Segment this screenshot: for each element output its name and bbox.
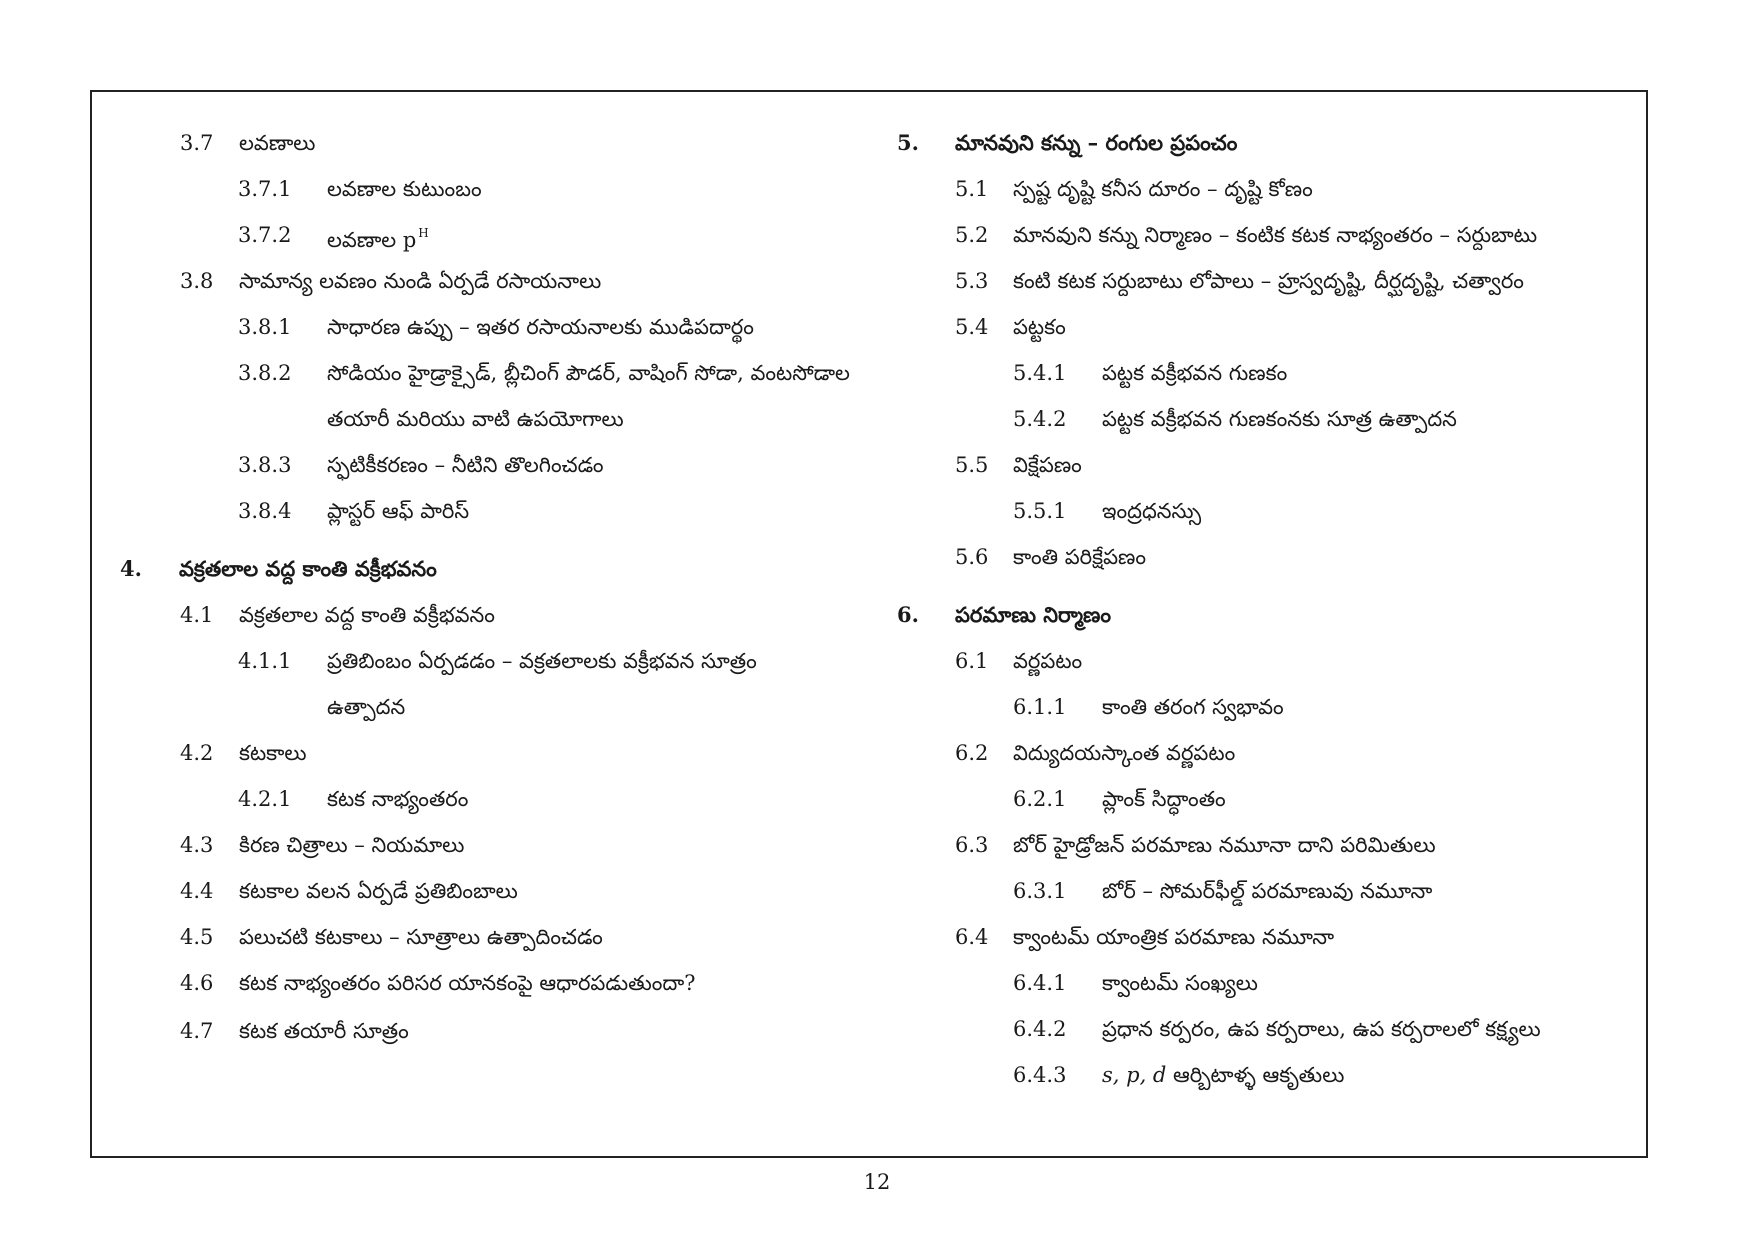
entry-number: 6.1 — [955, 649, 989, 673]
entry-number: 4.1 — [180, 603, 214, 627]
entry-number: 5.1 — [955, 177, 989, 201]
entry-title: స్పష్ట దృష్టి కనీస దూరం – దృష్టి కోణం — [1013, 177, 1313, 201]
entry-title: విద్యుదయస్కాంత వర్ణపటం — [1013, 741, 1236, 765]
entry-title: వక్రతలాల వద్ద కాంతి వక్రీభవనం — [239, 603, 495, 627]
chapter-number: 4. — [120, 556, 142, 581]
entry-title: ఇంద్రధనస్సు — [1102, 499, 1202, 523]
entry-title: బోర్ – సోమర్‌ఫీల్డ్ పరమాణువు నమూనా — [1102, 879, 1433, 903]
entry-number: 6.2.1 — [1013, 787, 1067, 811]
entry-number: 4.5 — [180, 925, 214, 949]
entry-title: కటక నాభ్యంతరం — [327, 787, 469, 811]
chapter-number: 6. — [897, 602, 919, 627]
entry-number: 5.6 — [955, 545, 989, 569]
orbital-letters: s, p, d — [1102, 1063, 1167, 1087]
entry-number: 5.3 — [955, 269, 989, 293]
entry-title: ప్రతిబింబం ఏర్పడడం – వక్రతలాలకు వక్రీభవన సూత్రం — [327, 649, 757, 673]
entry-number: 6.3 — [955, 833, 989, 857]
entry-number: 3.8.1 — [238, 315, 292, 339]
entry-title: పట్టక వక్రీభవన గుణకంనకు సూత్ర ఉత్పాదన — [1102, 407, 1457, 431]
entry-number: 6.4 — [955, 925, 989, 949]
entry-number: 5.4.2 — [1013, 407, 1067, 431]
entry-number: 3.8.2 — [238, 361, 292, 385]
chapter-title: వక్రతలాల వద్ద కాంతి వక్రీభవనం — [179, 556, 437, 581]
entry-title: సాధారణ ఉప్పు – ఇతర రసాయనాలకు ముడిపదార్థం — [327, 315, 754, 339]
entry-number: 3.7.1 — [238, 177, 292, 201]
entry-number: 4.6 — [180, 971, 214, 995]
entry-title: క్వాంటమ్ సంఖ్యలు — [1102, 971, 1258, 995]
entry-title: బోర్ హైడ్రోజన్ పరమాణు నమూనా దాని పరిమితులు — [1013, 833, 1436, 857]
entry-title: కటక తయారీ సూత్రం — [239, 1019, 409, 1043]
entry-number: 5.4.1 — [1013, 361, 1067, 385]
entry-title: లవణాల p — [327, 228, 417, 252]
entry-number: 3.7.2 — [238, 223, 292, 247]
entry-title: ప్లాంక్ సిద్ధాంతం — [1102, 787, 1226, 811]
entry-title: కాంతి పరిక్షేపణం — [1013, 545, 1146, 569]
entry-title: కిరణ చిత్రాలు – నియమాలు — [239, 833, 465, 857]
entry-title-continued: తయారీ మరియు వాటి ఉపయోగాలు — [327, 407, 624, 431]
entry-title: క్వాంటమ్ యాంత్రిక పరమాణు నమూనా — [1013, 925, 1335, 949]
entry-number: 5.5 — [955, 453, 989, 477]
entry-number: 6.1.1 — [1013, 695, 1067, 719]
entry-title: కటకాల వలన ఏర్పడే ప్రతిబింబాలు — [239, 879, 518, 903]
entry-number: 6.4.2 — [1013, 1017, 1067, 1041]
entry-number: 4.3 — [180, 833, 214, 857]
entry-title: సామాన్య లవణం నుండి ఏర్పడే రసాయనాలు — [239, 269, 602, 293]
entry-title: కాంతి తరంగ స్వభావం — [1102, 695, 1284, 719]
entry-title: ఆర్బిటాళ్ళ ఆకృతులు — [1166, 1063, 1345, 1087]
chapter-title: పరమాణు నిర్మాణం — [955, 602, 1112, 627]
entry-number: 4.2 — [180, 741, 214, 765]
entry-title: కంటి కటక సర్దుబాటు లోపాలు – హ్రస్వదృష్టి, దీర్ఘదృష్టి, చత్వారం — [1013, 269, 1524, 293]
entry-number: 3.7 — [180, 131, 214, 155]
entry-number: 3.8.4 — [238, 499, 292, 523]
entry-title: ప్లాస్టర్ ఆఫ్ పారిస్ — [327, 499, 470, 523]
entry-title: పట్టక వక్రీభవన గుణకం — [1102, 361, 1288, 385]
entry-title: విక్షేపణం — [1013, 453, 1082, 477]
page-number: 12 — [863, 1170, 891, 1194]
entry-number: 4.2.1 — [238, 787, 292, 811]
entry-title: పలుచటి కటకాలు – సూత్రాలు ఉత్పాదించడం — [239, 925, 603, 949]
entry-number: 5.2 — [955, 223, 989, 247]
entry-title: ప్రధాన కర్పరం, ఉప కర్పరాలు, ఉప కర్పరాలలో కక్ష్యలు — [1102, 1017, 1541, 1041]
entry-title: స్ఫటికీకరణం – నీటిని తొలగించడం — [327, 453, 604, 477]
entry-title-continued: ఉత్పాదన — [327, 695, 406, 719]
content-frame — [90, 90, 1648, 1158]
entry-number: 6.2 — [955, 741, 989, 765]
entry-title: కటక నాభ్యంతరం పరిసర యానకంపై ఆధారపడుతుందా? — [239, 971, 696, 995]
chapter-title: మానవుని కన్ను – రంగుల ప్రపంచం — [955, 130, 1238, 155]
entry-number: 3.8.3 — [238, 453, 292, 477]
entry-title: పట్టకం — [1013, 315, 1066, 339]
entry-number: 4.4 — [180, 879, 214, 903]
entry-number: 5.5.1 — [1013, 499, 1067, 523]
entry-number: 3.8 — [180, 269, 214, 293]
entry-number: 4.7 — [180, 1019, 214, 1043]
entry-title: లవణాలు — [239, 131, 316, 155]
entry-title: మానవుని కన్ను నిర్మాణం – కంటిక కటక నాభ్యంతరం – సర్దుబాటు — [1013, 223, 1538, 247]
ph-superscript: H — [418, 226, 429, 240]
entry-title: సోడియం హైడ్రాక్సైడ్, బ్లీచింగ్ పౌడర్, వాషింగ్ సోడా, వంటసోడాల — [327, 361, 850, 385]
entry-number: 6.4.3 — [1013, 1063, 1067, 1087]
entry-number: 6.3.1 — [1013, 879, 1067, 903]
chapter-number: 5. — [897, 130, 919, 155]
entry-title: కటకాలు — [239, 741, 307, 765]
entry-number: 5.4 — [955, 315, 989, 339]
entry-number: 6.4.1 — [1013, 971, 1067, 995]
entry-title: లవణాల కుటుంబం — [327, 177, 482, 201]
entry-title: వర్ణపటం — [1013, 649, 1083, 673]
entry-number: 4.1.1 — [238, 649, 292, 673]
